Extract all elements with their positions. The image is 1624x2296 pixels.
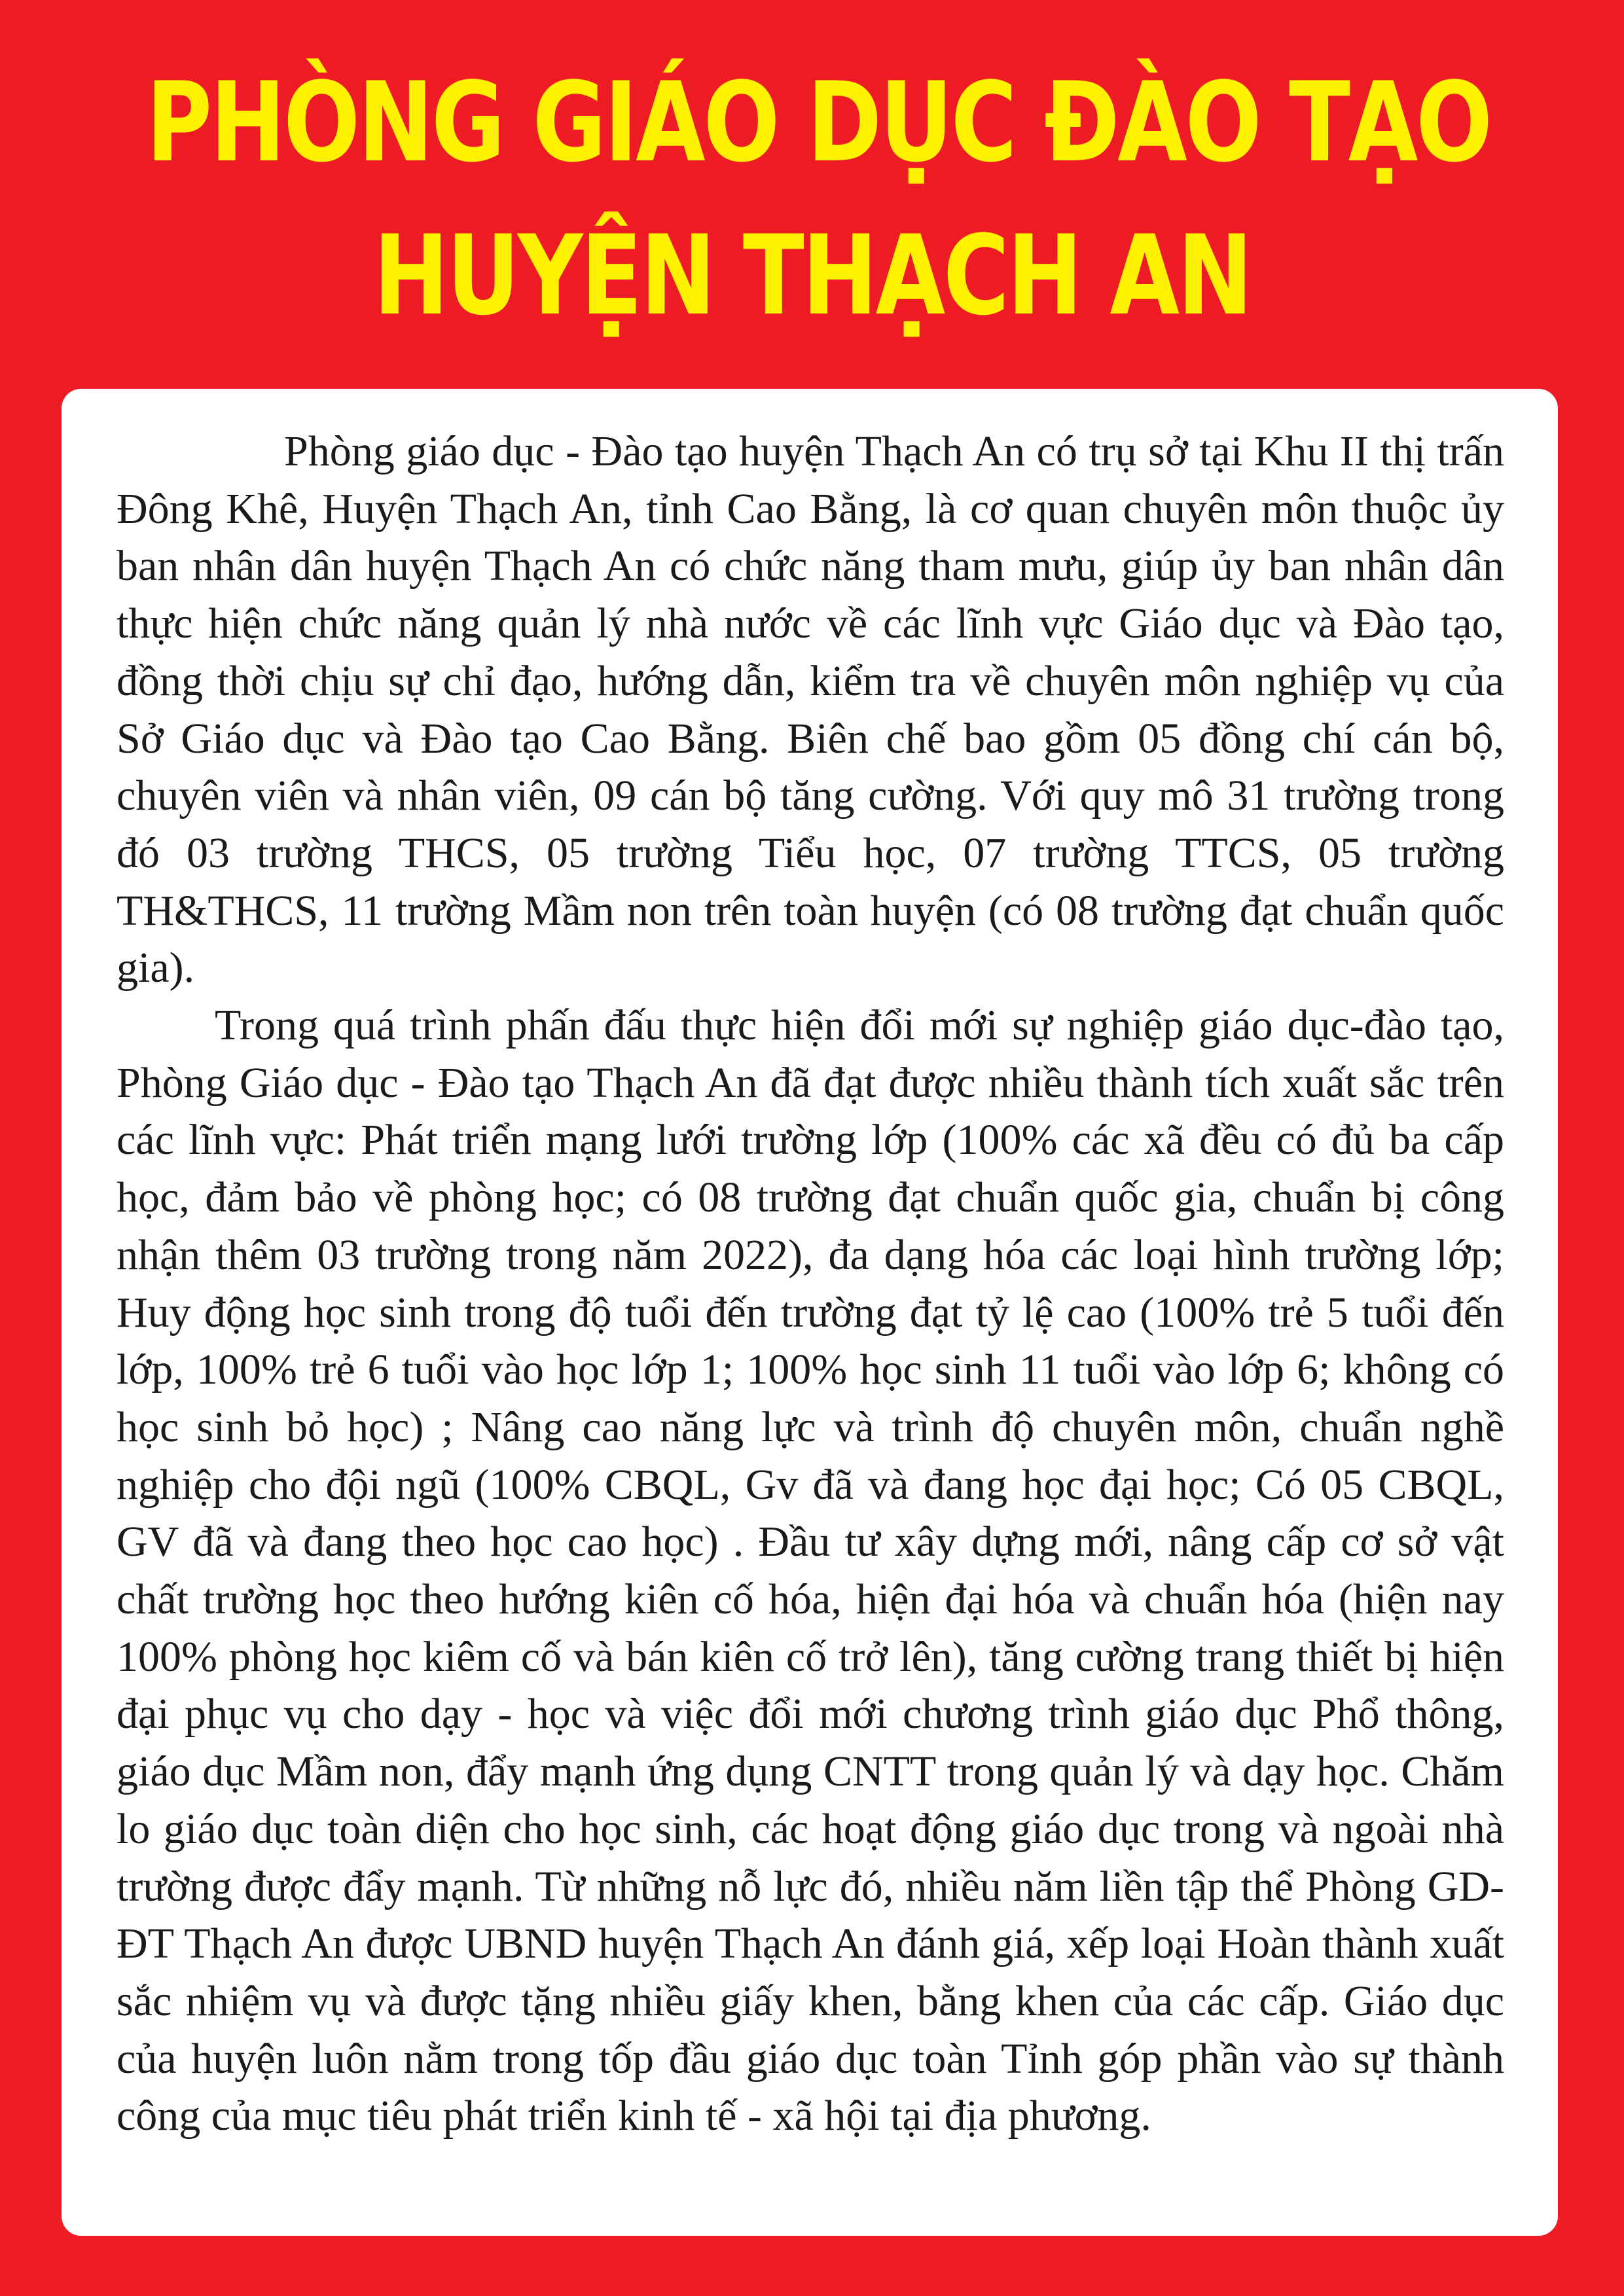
- page-title: [146, 46, 1490, 352]
- content-panel: [62, 389, 1558, 2236]
- title-line-1: PHÒNG GIÁO DỤC ĐÀO TẠO: [146, 58, 1490, 187]
- title-line-2: HUYỆN THẠCH AN: [373, 211, 1251, 340]
- paragraph-achievements: Trong quá trình phấn đấu thực hiện đổi mới sự nghiệp giáo dục-đào tạo, Phòng Giáo dục - Đào tạo Thạch An đã đạt được nhiều thành tích xuất sắc trên các lĩnh vực: Phát triển mạng lưới trường lớp (100% các xã đều có đủ ba cấp học, đảm bảo về phòng học; có 08 trường đạt chuẩn quốc gia, chuẩn bị công nhận thêm 03 trường trong năm 2022), đa dạng hóa các loại hình trường lớp; Huy động học sinh trong độ tuổi đến trường đạt tỷ lệ cao (100% trẻ 5 tuổi đến lớp, 100% trẻ 6 tuổi vào học lớp 1; 100% học sinh 11 tuổi vào lớp 6; không có học sinh bỏ học) ; Nâng cao năng lực và trình độ chuyên môn, chuẩn nghề nghiệp cho đội ngũ (100% CBQL, Gv đã và đang học đại học; Có 05 CBQL, GV đã và đang theo học cao học) . Đầu tư xây dựng mới, nâng cấp cơ sở vật chất trường học theo hướng kiên cố hóa, hiện đại hóa và chuẩn hóa (hiện nay 100% phòng học kiêm cố và bán kiên cố trở lên), tăng cường trang thiết bị hiện đại phục vụ cho dạy - học và việc đổi mới chương trình giáo dục Phổ thông, giáo dục Mầm non, đẩy mạnh ứng dụng CNTT trong quản lý và dạy học. Chăm lo giáo dục toàn diện cho học sinh, các hoạt động giáo dục trong và ngoài nhà trường được đẩy mạnh. Từ những nỗ lực đó, nhiều năm liền tập thể Phòng GD-ĐT Thạch An được UBND huyện Thạch An đánh giá, xếp loại Hoàn thành xuất sắc nhiệm vụ và được tặng nhiều giấy khen, bằng khen của các cấp. Giáo dục của huyện luôn nằm trong tốp đầu giáo dục toàn Tỉnh góp phần vào sự thành công của mục tiêu phát triển kinh tế - xã hội tại địa phương.: [117, 1001, 1504, 2140]
- paragraph-intro: Phòng giáo dục - Đào tạo huyện Thạch An có trụ sở tại Khu II thị trấn Đông Khê, Huyện Thạch An, tỉnh Cao Bằng, là cơ quan chuyên môn thuộc ủy ban nhân dân huyện Thạch An có chức năng tham mưu, giúp ủy ban nhân dân thực hiện chức năng quản lý nhà nước về các lĩnh vực Giáo dục và Đào tạo, đồng thời chịu sự chỉ đạo, hướng dẫn, kiểm tra về chuyên môn nghiệp vụ của Sở Giáo dục và Đào tạo Cao Bằng. Biên chế bao gồm 05 đồng chí cán bộ, chuyên viên và nhân viên, 09 cán bộ tăng cường. Với quy mô 31 trường trong đó 03 trường THCS, 05 trường Tiểu học, 07 trường TTCS, 05 trường TH&THCS, 11 trường Mầm non trên toàn huyện (có 08 trường đạt chuẩn quốc gia).: [117, 427, 1504, 992]
